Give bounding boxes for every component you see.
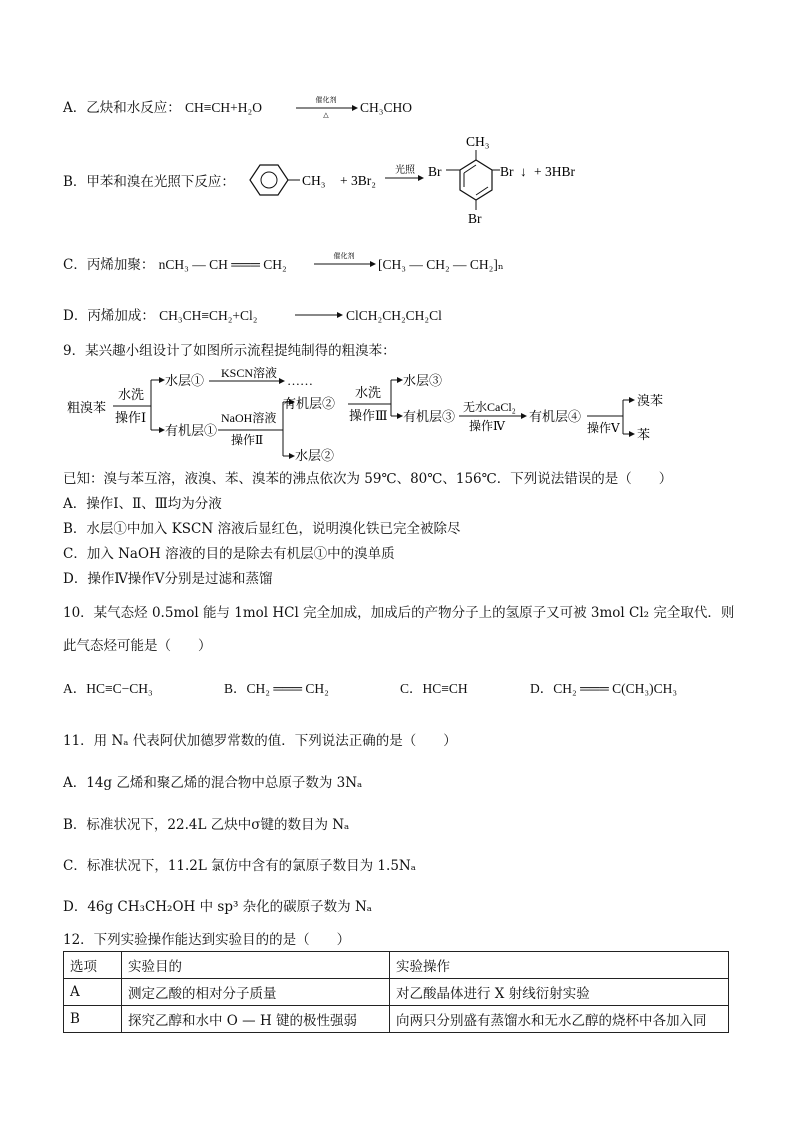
flow-start: 粗溴苯	[67, 400, 107, 415]
q11-option-b: B．标准状况下，22.4L 乙炔中σ键的数目为 Nₐ	[63, 817, 350, 833]
row-a-option: A	[64, 979, 122, 1006]
q8-b-reaction	[240, 130, 600, 226]
q12-table	[63, 951, 729, 1033]
q9-stem: 9．某兴趣小组设计了如图所示流程提纯制得的粗溴苯：	[63, 343, 396, 359]
q8-b-plus-br2: + 3Br₂	[340, 173, 376, 188]
q8-a-cond-top: 催化剂	[315, 96, 337, 104]
row-b-option: B	[64, 1006, 122, 1033]
q8-c-arrow	[312, 250, 376, 270]
q11-option-a: A．14g 乙烯和聚乙烯的混合物中总原子数为 3Nₐ	[63, 775, 363, 791]
q8-c-product: [CH₃ — CH₂ — CH₂]ₙ	[378, 257, 504, 272]
q10-stem-1: 10．某气态烃 0.5mol 能与 1mol HCl 完全加成，加成后的产物分子上的氢原子又可被 3mol Cl₂ 完全取代．则	[63, 605, 735, 621]
q8-option-d	[63, 307, 258, 325]
header-operation: 实验操作	[390, 952, 729, 979]
flow-org1: 有机层①	[165, 423, 218, 438]
table-row	[64, 1006, 729, 1033]
flow-step1-bot: 操作Ⅰ	[115, 410, 147, 425]
flow-step4: 操作Ⅳ	[469, 419, 505, 433]
tribromo-ring-icon	[460, 160, 492, 200]
row-b-purpose: 探究乙醇和水中 O — H 键的极性强弱	[122, 1006, 390, 1033]
q8-c-equation: nCH₃ — CH ═══ CH₂	[158, 257, 287, 272]
row-b-operation: 向两只分别盛有蒸馏水和无水乙醇的烧杯中各加入同	[390, 1006, 729, 1033]
q9-option-b: B．水层①中加入 KSCN 溶液后显红色，说明溴化铁已完全被除尽	[63, 521, 461, 537]
q9-option-a: A．操作Ⅰ、Ⅱ、Ⅲ均为分液	[63, 496, 222, 512]
q8-d-arrow	[293, 305, 343, 323]
flow-aq1: 水层①	[165, 373, 205, 388]
flow-step3-top: 水洗	[355, 385, 382, 400]
q8-b-byproduct: + 3HBr	[534, 164, 575, 179]
q10-option-a: A．HC≡C−CH₃	[63, 681, 153, 696]
flow-dots: ……	[287, 373, 313, 388]
flow-bromobenzene: 溴苯	[637, 393, 664, 408]
flow-cacl2: 无水CaCl₂	[463, 400, 516, 414]
q8-option-c	[63, 256, 287, 274]
q8-a-label: A．乙炔和水反应：	[63, 100, 181, 116]
flow-step2: 操作Ⅱ	[231, 433, 264, 447]
q11-option-d: D．46g CH₃CH₂OH 中 sp³ 杂化的碳原子数为 Nₐ	[63, 899, 372, 915]
q8-option-a	[63, 99, 262, 117]
flow-aq3: 水层③	[403, 373, 443, 388]
q8-b-prod-br-bottom: Br	[468, 211, 482, 226]
q10-option-d: D．CH₂ ═══ C(CH₃)CH₃	[530, 681, 678, 696]
q8-b-down-arrow: ↓	[520, 164, 527, 179]
table-header-row	[64, 952, 729, 979]
q11-stem: 11．用 Nₐ 代表阿伏加德罗常数的值．下列说法正确的是（ ）	[63, 733, 457, 749]
flow-org2: 有机层②	[283, 396, 336, 411]
q12-stem: 12．下列实验操作能达到实验目的的是（ ）	[63, 932, 351, 948]
header-purpose: 实验目的	[122, 952, 390, 979]
q8-b-label: B．甲苯和溴在光照下反应：	[63, 174, 235, 190]
row-a-operation: 对乙酸晶体进行 X 射线衍射实验	[390, 979, 729, 1006]
flow-benzene: 苯	[637, 427, 651, 442]
q8-a-product: CH₃CHO	[360, 100, 412, 115]
q9-option-c: C．加入 NaOH 溶液的目的是除去有机层①中的溴单质	[63, 546, 395, 562]
q8-d-equation: CH₃CH≡CH₂+Cl₂	[159, 308, 258, 323]
q8-a-cond-bot: △	[323, 111, 329, 119]
header-option: 选项	[64, 952, 122, 979]
q8-b-toluene-ch3: CH₃	[302, 173, 326, 188]
q8-d-label: D．丙烯加成：	[63, 308, 155, 324]
q8-c-label: C．丙烯加聚：	[63, 257, 155, 273]
q8-b-prod-br-left: Br	[428, 164, 442, 179]
q9-flowchart	[63, 366, 703, 462]
q10-option-c: C．HC≡CH	[400, 681, 468, 696]
flow-step1-top: 水洗	[118, 387, 145, 402]
q8-a-equation: CH≡CH+H₂O	[185, 100, 262, 115]
row-a-purpose: 测定乙酸的相对分子质量	[122, 979, 390, 1006]
flow-aq2: 水层②	[295, 448, 335, 462]
q8-c-cond: 催化剂	[333, 252, 355, 260]
flow-step5: 操作Ⅴ	[587, 421, 620, 435]
q9-known: 已知：溴与苯互溶，液溴、苯、溴苯的沸点依次为 59℃、80℃、156℃．下列说法错误的是（ ）	[63, 471, 673, 487]
q8-b-prod-ch3: CH₃	[466, 134, 490, 149]
q8-a-arrow	[294, 94, 358, 120]
q11-option-c: C．标准状况下，11.2L 氯仿中含有的氯原子数目为 1.5Nₐ	[63, 858, 416, 874]
q9-option-d: D．操作Ⅳ操作Ⅴ分别是过滤和蒸馏	[63, 571, 273, 587]
benzene-ring-icon	[250, 165, 288, 195]
flow-step3-bot: 操作Ⅲ	[349, 408, 388, 423]
table-row	[64, 979, 729, 1006]
flow-org3: 有机层③	[403, 409, 456, 424]
flow-kscn: KSCN溶液	[221, 366, 278, 380]
q10-option-b: B．CH₂ ═══ CH₂	[224, 681, 329, 696]
flow-org4: 有机层④	[529, 409, 582, 424]
q8-d-product: ClCH₂CH₂CH₂Cl	[346, 308, 442, 323]
q8-b-prod-br-right: Br	[500, 164, 514, 179]
flow-naoh: NaOH溶液	[221, 411, 277, 425]
q10-stem-2: 此气态烃可能是（ ）	[63, 638, 212, 654]
q8-b-cond: 光照	[395, 165, 415, 176]
